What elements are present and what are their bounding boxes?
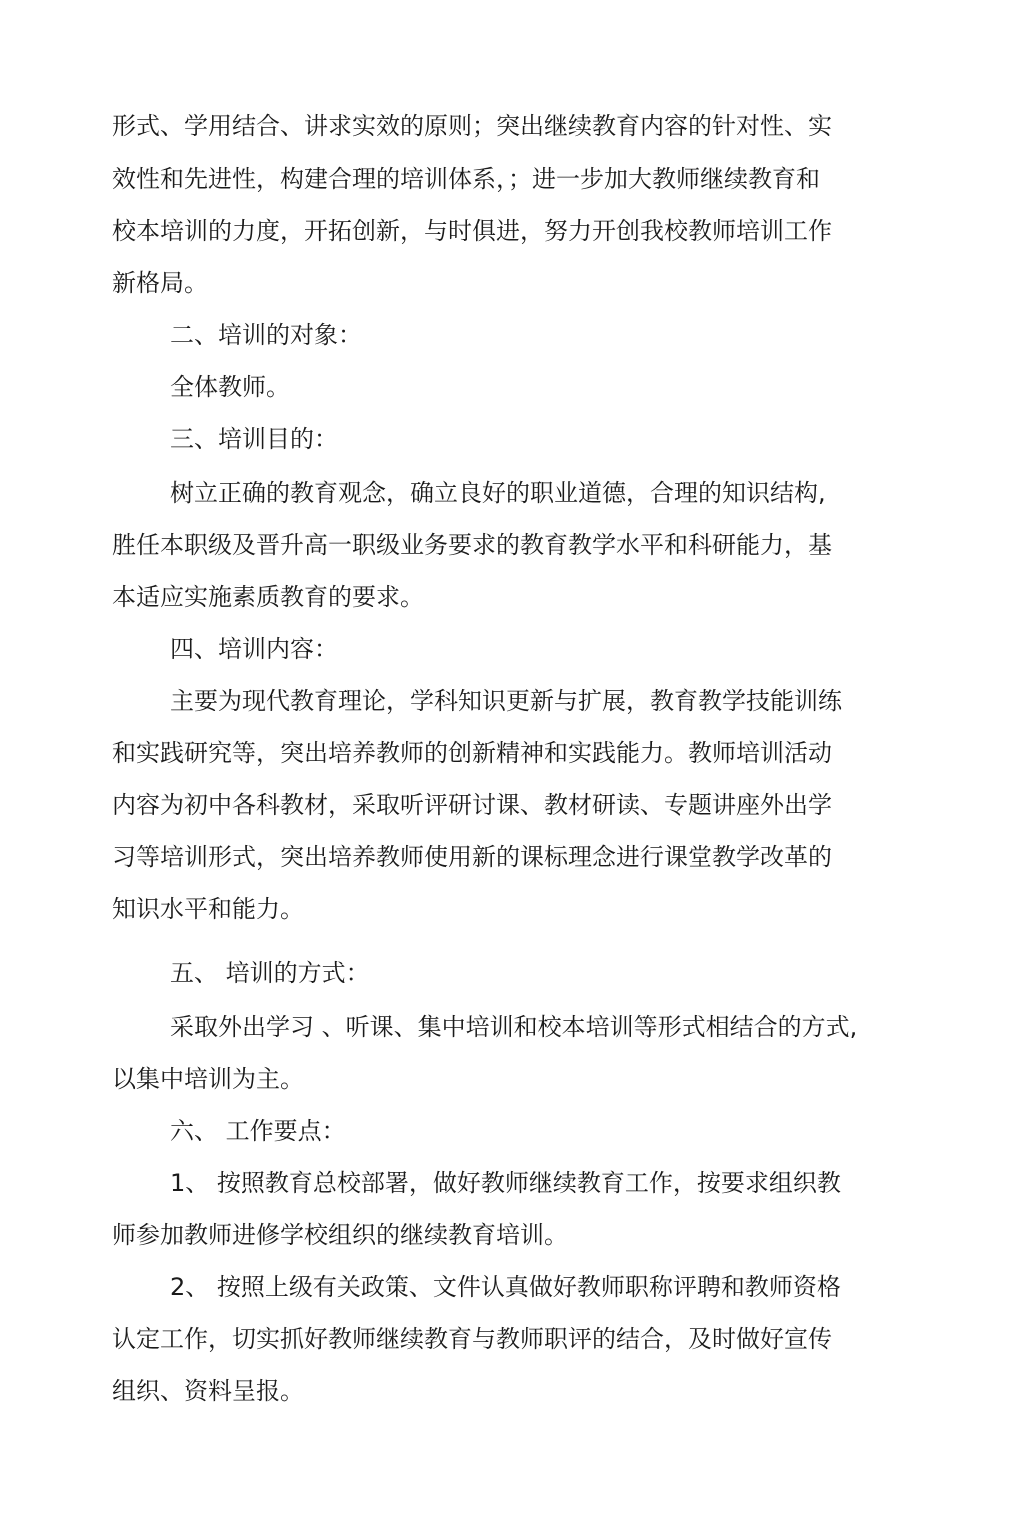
section-heading: 六、 工作要点： bbox=[170, 1117, 346, 1145]
paragraph-line: 知识水平和能力。 bbox=[112, 895, 304, 923]
section-heading: 五、 培训的方式： bbox=[170, 959, 370, 987]
paragraph-line: 以集中培训为主。 bbox=[112, 1065, 304, 1093]
section-heading: 三、培训目的： bbox=[170, 425, 338, 453]
paragraph-line: 本适应实施素质教育的要求。 bbox=[112, 583, 424, 611]
paragraph-line: 新格局。 bbox=[112, 269, 208, 297]
paragraph-line: 校本培训的力度，开拓创新，与时俱进，努力开创我校教师培训工作 bbox=[112, 217, 832, 245]
paragraph-line: 内容为初中各科教材，采取听评研讨课、教材研读、专题讲座外出学 bbox=[112, 791, 832, 819]
list-item-line: 2、 按照上级有关政策、文件认真做好教师职称评聘和教师资格 bbox=[170, 1273, 841, 1301]
section-heading: 四、培训内容： bbox=[170, 635, 338, 663]
paragraph-line: 树立正确的教育观念，确立良好的职业道德，合理的知识结构, bbox=[170, 479, 826, 507]
list-item-line: 认定工作，切实抓好教师继续教育与教师职评的结合，及时做好宣传 bbox=[112, 1325, 832, 1353]
paragraph-line: 全体教师。 bbox=[170, 373, 290, 401]
paragraph-line: 采取外出学习 、听课、集中培训和校本培训等形式相结合的方式, bbox=[170, 1013, 858, 1041]
paragraph-line: 习等培训形式，突出培养教师使用新的课标理念进行课堂教学改革的 bbox=[112, 843, 832, 871]
paragraph-line: 形式、学用结合、讲求实效的原则；突出继续教育内容的针对性、实 bbox=[112, 112, 832, 140]
list-item-line: 1、 按照教育总校部署，做好教师继续教育工作，按要求组织教 bbox=[170, 1169, 841, 1197]
paragraph-line: 主要为现代教育理论，学科知识更新与扩展，教育教学技能训练 bbox=[170, 687, 842, 715]
list-item-line: 组织、资料呈报。 bbox=[112, 1377, 304, 1405]
paragraph-line: 和实践研究等，突出培养教师的创新精神和实践能力。教师培训活动 bbox=[112, 739, 832, 767]
paragraph-line: 胜任本职级及晋升高一职级业务要求的教育教学水平和科研能力，基 bbox=[112, 531, 832, 559]
paragraph-line: 效性和先进性，构建合理的培训体系，；进一步加大教师继续教育和 bbox=[112, 165, 820, 193]
section-heading: 二、培训的对象： bbox=[170, 321, 362, 349]
list-item-line: 师参加教师进修学校组织的继续教育培训。 bbox=[112, 1221, 568, 1249]
